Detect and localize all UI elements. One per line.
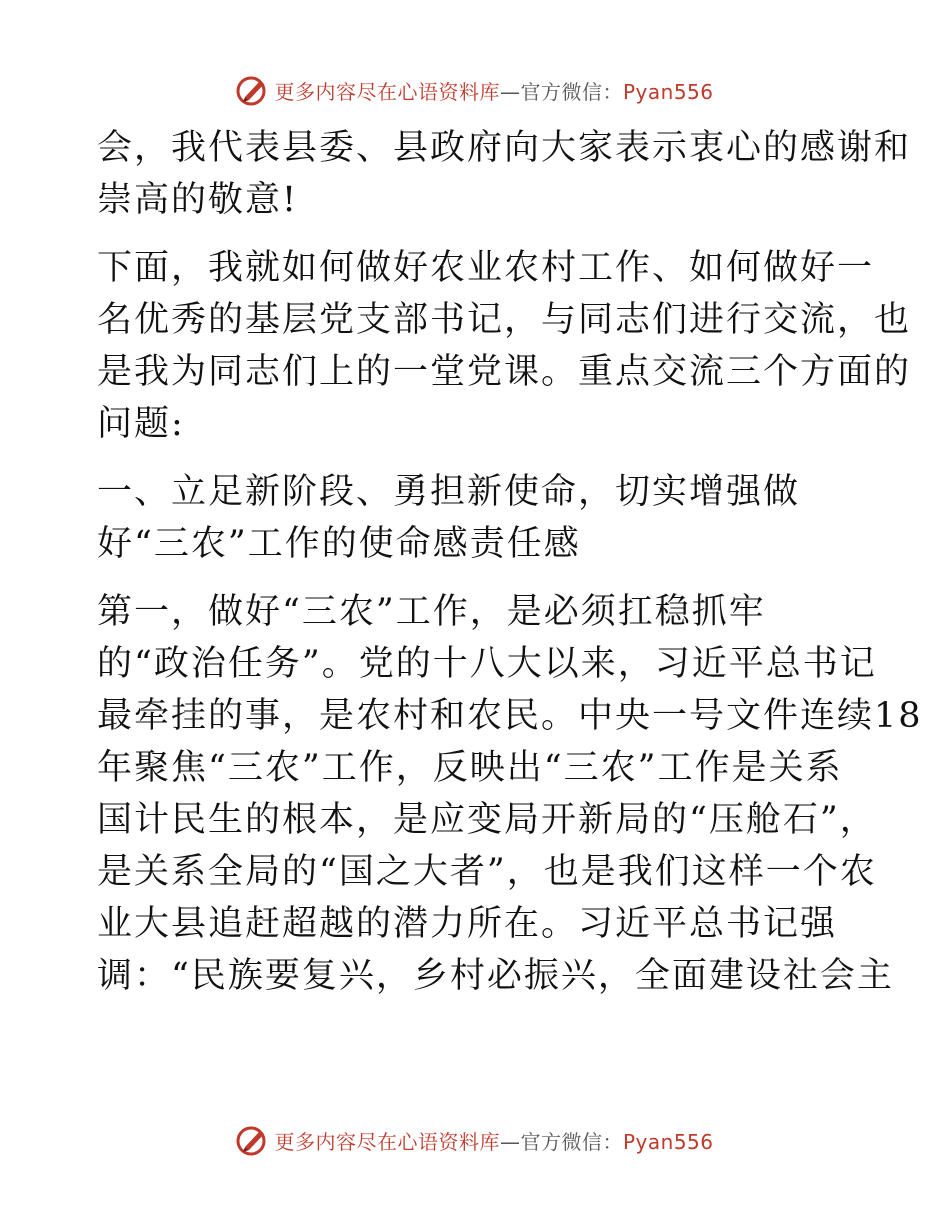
text-line: 国计民生的根本，是应变局开新局的“压舱石”， <box>97 800 877 840</box>
watermark-wechat-id: Pyan556 <box>622 79 714 104</box>
heading-line: 好“三农”工作的使命感责任感 <box>97 524 581 564</box>
watermark-dash: — <box>499 1129 521 1154</box>
watermark-wechat-label: 官方微信： <box>520 1129 623 1154</box>
text-line: 第一，做好“三农”工作，是必须扛稳抓牢 <box>97 592 766 632</box>
text-line: 年聚焦“三农”工作，反映出“三农”工作是关系 <box>97 748 843 788</box>
text-line: 会，我代表县委、县政府向大家表示衷心的感谢和 <box>97 128 912 168</box>
watermark-dash: — <box>499 79 521 104</box>
watermark-site-text: 更多内容尽在心语资料库 <box>274 1129 500 1154</box>
heading-line: 一、立足新阶段、勇担新使命，切实增强做 <box>97 472 801 512</box>
text-line: 问题: <box>97 404 185 444</box>
text-line: 崇高的敬意! <box>97 180 299 220</box>
paragraph-1 <box>97 122 912 226</box>
section-heading-1 <box>97 466 857 570</box>
text-line: 名优秀的基层党支部书记，与同志们进行交流，也 <box>97 300 912 340</box>
watermark-wechat-id: Pyan556 <box>622 1129 714 1154</box>
watermark-site-text: 更多内容尽在心语资料库 <box>274 79 500 104</box>
footer-watermark <box>0 1120 950 1160</box>
text-line: 调：“民族要复兴，乡村必振兴，全面建设社会主 <box>97 956 894 996</box>
text-line: 的“政治任务”。党的十八大以来，习近平总书记 <box>97 644 877 684</box>
header-watermark <box>0 70 950 110</box>
text-line: 下面，我就如何做好农业农村工作、如何做好一 <box>97 248 875 288</box>
paragraph-3 <box>97 586 923 1002</box>
text-line: 是我为同志们上的一堂党课。重点交流三个方面的 <box>97 352 912 392</box>
text-line: 最牵挂的事，是农村和农民。中央一号文件连续18 <box>97 696 923 736</box>
text-line: 是关系全局的“国之大者”，也是我们这样一个农 <box>97 852 877 892</box>
watermark-text <box>274 1126 713 1155</box>
paragraph-2 <box>97 242 912 450</box>
document-body <box>97 122 923 1002</box>
watermark-text <box>274 76 713 105</box>
text-line: 业大县追赶超越的潜力所在。习近平总书记强 <box>97 904 838 944</box>
watermark-wechat-label: 官方微信： <box>520 79 623 104</box>
pen-logo-icon <box>236 1123 270 1157</box>
pen-logo-icon <box>236 73 270 107</box>
